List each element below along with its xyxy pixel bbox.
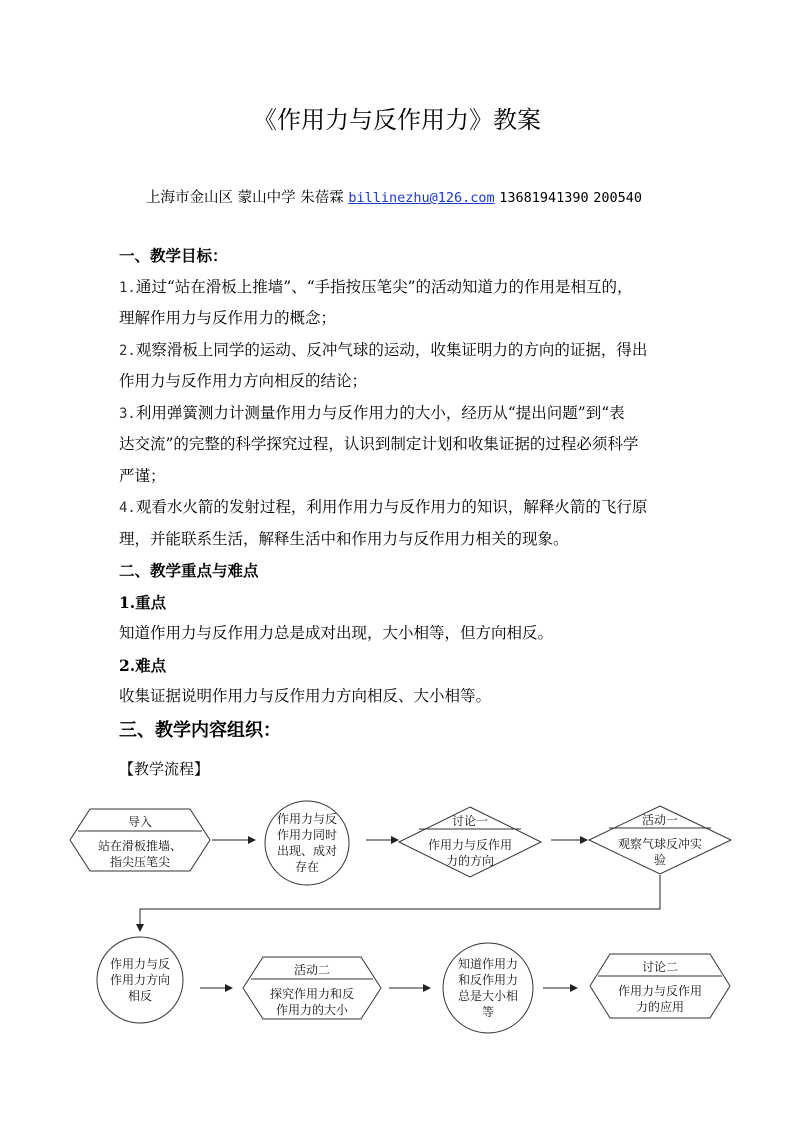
author-phone: 13681941390	[499, 190, 589, 206]
objective-text-cont: 作用力与反作用力方向相反的结论；	[119, 372, 368, 390]
subheading-key: 1.重点	[119, 592, 167, 612]
subheading-difficulty: 2.难点	[119, 655, 167, 675]
flow-node-text: 总是大小相	[457, 989, 519, 1003]
flow-label: 【教学流程】	[119, 760, 210, 778]
flow-node-text: 作用力同时	[276, 828, 338, 842]
flow-node-title: 讨论二	[641, 960, 679, 974]
flow-node-title: 导入	[127, 815, 153, 829]
flow-node-text: 相反	[127, 989, 153, 1003]
flow-connectors	[140, 840, 660, 988]
key-text: 知道作用力与反作用力总是成对出现，大小相等，但方向相反。	[119, 624, 554, 642]
flow-node-text: 作用力与反作用	[427, 838, 513, 852]
objective-number: 3.	[119, 405, 136, 422]
flow-node-text: 探究作用力和反	[269, 987, 355, 1001]
flow-node-title: 讨论一	[451, 814, 489, 828]
objective-text-cont: 理，并能联系生活，解释生活中和作用力与反作用力相关的现象。	[119, 529, 569, 548]
flow-node-text: 力的应用	[635, 1000, 685, 1014]
flow-node-text: 力的方向	[445, 854, 495, 868]
flow-node-text: 指尖压笔尖	[109, 855, 171, 869]
flow-node-8	[590, 954, 730, 1018]
section-heading-keypoints: 二、教学重点与难点	[119, 561, 259, 580]
flow-node-7	[443, 943, 533, 1033]
flow-node-4	[589, 806, 731, 874]
flow-node-5	[97, 937, 183, 1023]
flow-node-text: 验	[653, 853, 667, 867]
objective-number: 1.	[119, 279, 136, 296]
flow-node-text: 站在滑板推墙、	[97, 839, 183, 853]
flow-node-text: 作用力与反	[276, 812, 338, 826]
flow-node-text: 和反作用力	[457, 973, 519, 987]
objective-text: 利用弹簧测力计测量作用力与反作用力的大小，经历从“提出问题”到“表	[135, 403, 625, 422]
objective-text-cont: 达交流”的完整的科学探究过程，认识到制定计划和收集证据的过程必须科学	[119, 435, 639, 453]
section-heading-organization: 三、教学内容组织：	[119, 719, 281, 741]
author-postcode: 200540	[593, 190, 643, 206]
difficulty-text: 收集证据说明作用力与反作用力方向相反、大小相等。	[119, 687, 492, 705]
objective-text: 观看水火箭的发射过程，利用作用力与反作用力的知识，解释火箭的飞行原	[135, 498, 648, 516]
flow-arrow-wrap	[140, 875, 660, 931]
objective-number: 2.	[119, 342, 136, 359]
author-affiliation: 上海市金山区 蒙山中学 朱蓓霖	[146, 190, 344, 206]
flow-node-text: 知道作用力	[457, 957, 519, 971]
page-title: 《作用力与反作用力》教案	[253, 106, 541, 134]
objective-text-cont: 严谨；	[119, 466, 166, 485]
flow-node-text: 作用力的大小	[275, 1003, 349, 1017]
flow-node-1	[70, 809, 210, 871]
flow-node-text: 存在	[294, 860, 320, 874]
flow-node-text: 作用力方向	[109, 973, 171, 987]
flow-node-3	[399, 807, 541, 877]
flow-node-6	[243, 957, 381, 1019]
objective-number: 4.	[119, 500, 136, 516]
flow-node-title: 活动二	[293, 963, 331, 977]
flow-node-2	[265, 801, 349, 885]
objective-text-cont: 理解作用力与反作用力的概念；	[119, 309, 337, 327]
flow-node-text: 出现、成对	[276, 844, 338, 858]
flow-node-text: 观察气球反冲实	[617, 837, 703, 851]
objective-text: 观察滑板上同学的运动、反冲气球的运动，收集证明力的方向的证据，得出	[135, 340, 648, 359]
flow-node-text: 作用力与反作用	[617, 984, 703, 998]
flow-nodes	[70, 801, 731, 1033]
author-email[interactable]: billinezhu@126.com	[348, 190, 495, 206]
flow-node-text: 等	[481, 1005, 495, 1019]
section-heading-objectives: 一、教学目标：	[119, 246, 228, 265]
flow-node-title: 活动一	[641, 813, 679, 827]
objective-text: 通过“站在滑板上推墙”、“手指按压笔尖”的活动知道力的作用是相互的，	[135, 277, 633, 296]
flow-node-text: 作用力与反	[109, 957, 171, 971]
